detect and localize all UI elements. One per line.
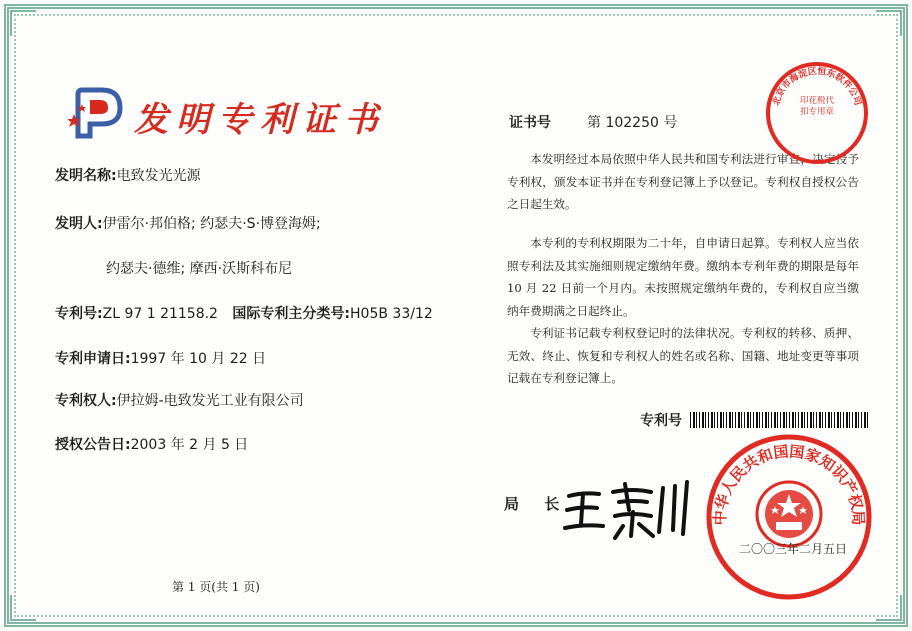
- patent-barcode: [690, 412, 870, 428]
- grant-paragraph: 本发明经过本局依照中华人民共和国专利法进行审查，决定授予专利权，颁发本证书并在专利登记簿上予以登记。专利权自授权公告之日起生效。: [507, 152, 859, 211]
- invention-name-value: 电致发光光源: [116, 168, 201, 184]
- corner-ornament: [10, 10, 36, 36]
- grant-date-value: 2003 年 2 月 5 日: [130, 437, 249, 453]
- inventor-row: [55, 213, 321, 233]
- patent-number-value: ZL 97 1 21158.2: [102, 306, 218, 322]
- certificate-number-label: 证书号: [509, 115, 551, 131]
- filing-date-row: [55, 348, 266, 368]
- ipc-label: 国际专利主分类号:: [232, 306, 351, 322]
- filing-date-label: 专利申请日:: [55, 351, 131, 367]
- patent-office-logo: [68, 84, 126, 142]
- tax-stamp-seal: [764, 60, 870, 166]
- seal-small-center-text: 印花税代扣专用章: [799, 96, 834, 117]
- patent-number-row: [55, 303, 433, 323]
- barcode-row: [640, 410, 870, 430]
- term-paragraph: 本专利的专利权期限为二十年，自申请日起算。专利权人应当依照专利法及其实施细则规定缴纳年费。缴纳本专利年费的期限是每年 10 月 22 日前一个月内。未按照规定缴纳年费的，专利权自应当缴纳年费期满之日起终止。: [507, 236, 859, 318]
- page-footer: 第 1 页(共 1 页): [172, 580, 260, 594]
- patent-office-seal: [704, 432, 874, 602]
- inventor-label: 发明人:: [55, 216, 103, 232]
- patentee-row: [55, 390, 304, 410]
- corner-ornament: [876, 595, 902, 621]
- corner-ornament: [10, 595, 36, 621]
- inventor-line-1: 伊雷尔·邦伯格; 约瑟夫·S·博登海姆;: [102, 216, 321, 232]
- invention-name-label: 发明名称:: [55, 168, 117, 184]
- patentee-value: 伊拉姆-电致发光工业有限公司: [116, 393, 304, 409]
- barcode-label: 专利号: [640, 413, 682, 429]
- invention-name-row: [55, 165, 201, 185]
- ipc-value: H05B 33/12: [350, 306, 433, 322]
- director-label: 局 长: [504, 495, 570, 513]
- seal-big-text: 中华人民共和国国家知识产权局: [710, 442, 868, 526]
- seal-date: 二〇〇三年二月五日: [738, 542, 847, 556]
- certificate-number-value: 第 102250 号: [587, 115, 678, 131]
- patentee-label: 专利权人:: [55, 393, 117, 409]
- inventor-line-2: 约瑟夫·德维; 摩西·沃斯科布尼: [106, 261, 293, 277]
- filing-date-value: 1997 年 10 月 22 日: [130, 351, 267, 367]
- director-signature: [563, 474, 693, 544]
- grant-date-row: [55, 434, 248, 454]
- patent-number-label: 专利号:: [55, 306, 103, 322]
- seal-small-text: 北京市海淀区恒东软件公司: [771, 66, 863, 107]
- corner-ornament: [876, 10, 902, 36]
- grant-date-label: 授权公告日:: [55, 437, 131, 453]
- certificate-number-row: [509, 112, 677, 132]
- certificate-title: 发明专利证书: [134, 100, 386, 140]
- legal-status-paragraph: 专利证书记载专利权登记时的法律状况。专利权的转移、质押、无效、终止、恢复和专利权人的姓名或名称、国籍、地址变更等事项记载在专利登记簿上。: [507, 326, 859, 385]
